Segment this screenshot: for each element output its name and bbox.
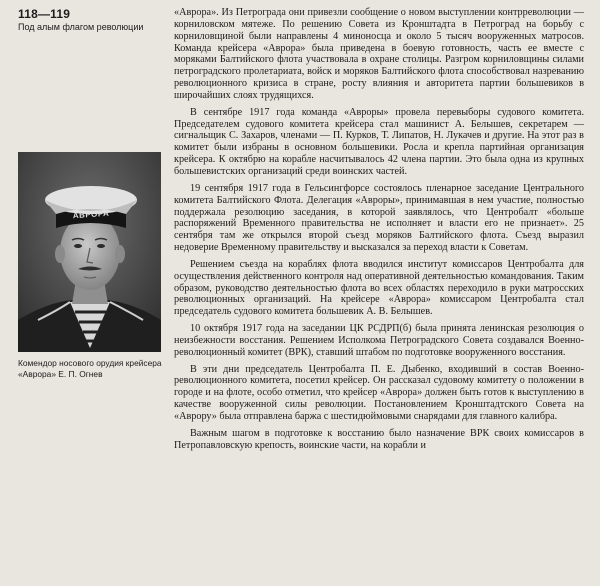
photo-caption: Комендор носового орудия крейсера «Аврора» Е. П. Огнев: [18, 358, 162, 379]
paragraph: В сентябре 1917 года команда «Авроры» провела перевыборы судового комитета. Председателем судового комитета крейсера стал машинист А. Белышев, секретарем — сигнальщик С. Захаров, членами — П. Курков, Т. Липатов, Н. Лукачев и другие. На этот раз в комитет были избраны в основном большевики. Росла и крепла партийная организация крейсера. К октябрю на корабле насчитывалось 42 члена партии. Это была одна из крупных большевистских организаций среди воинских частей.: [174, 106, 584, 177]
sailor-portrait-photo: [18, 152, 161, 352]
paragraph: 19 сентября 1917 года в Гельсингфорсе состоялось пленарное заседание Центрального комитета Балтийского Флота. Делегация «Авроры», принимавшая в нем участие, полностью поддержала резолюцию заседания, в которой заявлялось, что Центробалт «больше распоряжений Временного правительства не исполняет и власти его не признает». 25 сентября там же открылся второй съезд моряков Балтийского флота. Съезд выразил недоверие Временному правительству и высказался за переход власти к Советам.: [174, 182, 584, 254]
paragraph: Важным шагом в подготовке к восстанию было назначение ВРК своих комиссаров в Петропавловскую крепость, воинские части, на корабли и: [174, 427, 584, 451]
paragraph: «Аврора». Из Петрограда они привезли сообщение о новом выступлении контрреволюции — корниловском мятеже. По решению Совета из Кронштадта в Петроград на борьбу с корниловщиной были направлены 4 миноносца и около 5 тысяч вооруженных матросов. Команда крейсера «Аврора» была приведена в боевую готовность, часть ее вместе с моряками Балтийского флота участвовала в охране столицы. Разгром корниловщины силами петроградского пролетариата, войск и моряков Балтийского флота способствовал назреванию революционного кризиса в стране, росту влияния и авторитета партии большевиков в широчайших слоях трудящихся.: [174, 7, 584, 101]
cap-ribbon-text: АВРОРА: [72, 208, 110, 221]
portrait-illustration: [18, 152, 161, 352]
paragraph: В эти дни председатель Центробалта П. Е. Дыбенко, входивший в состав Военно-революционного комитета, посетил крейсер. Он рассказал судовому комитету о положении в городе и на флоте, особо отметил, что крейсер «Аврора» должен быть готов к выступлению в качестве вооруженной силы революции. Постановлением Кронштадтского Совета на «Аврору» была отправлена баржа с шестидюймовыми снарядами для главного калибра.: [174, 363, 584, 422]
paragraph: Решением съезда на кораблях флота вводился институт комиссаров Центробалта для осуществления действенного контроля над оперативной деятельностью командования. Таким образом, руководство деятельностью флота во всех областях переходило в руки матросских революционных организаций. На крейсере «Аврора» комиссаром Центробалта стал председатель судового комитета большевик А. В. Белышев.: [174, 258, 584, 318]
paragraph: 10 октября 1917 года на заседании ЦК РСДРП(б) была принята ленинская резолюция о неизбежности восстания. Решением Исполкома Петроградского Совета создавался Военно-революционный комитет (ВРК), ставший штабом по подготовке вооруженного восстания.: [174, 323, 584, 358]
page-numbers: 118—119: [18, 7, 71, 21]
main-text: [174, 7, 584, 457]
section-title: Под алым флагом революции: [18, 22, 144, 32]
